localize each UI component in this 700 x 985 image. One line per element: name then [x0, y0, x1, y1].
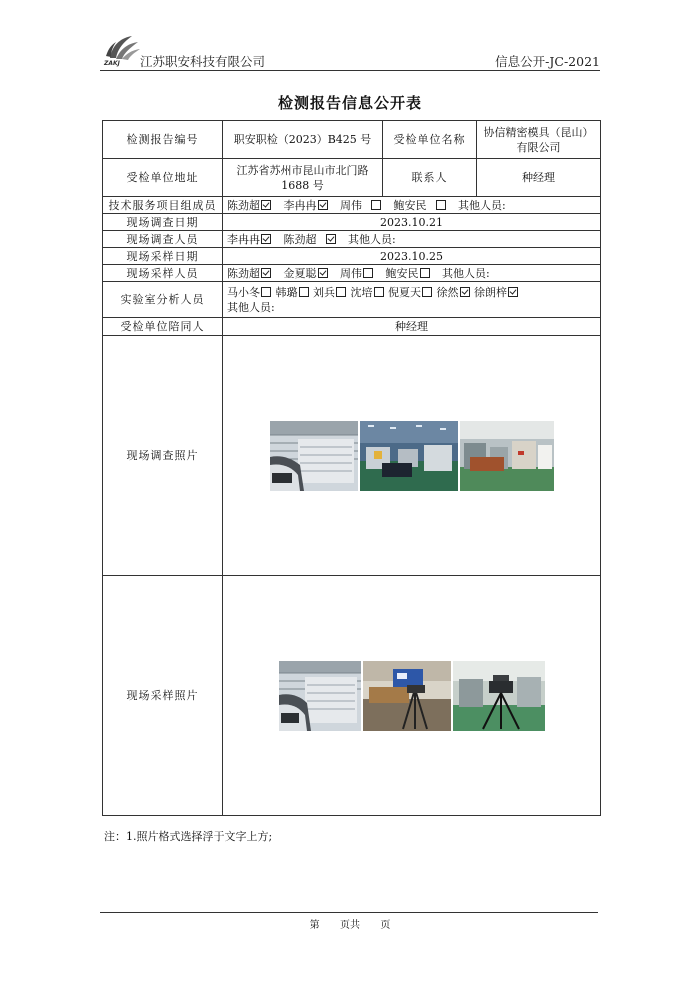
lab-other: 其他人员:: [227, 300, 275, 314]
sample-member: 鲍安民: [385, 266, 419, 280]
survey-photo-2: [360, 421, 458, 491]
checkbox-icon: [371, 200, 381, 210]
survey-photos: [227, 421, 596, 491]
checkbox-icon: [261, 234, 271, 244]
survey-photo-label: 现场调查照片: [103, 336, 223, 576]
checkbox-icon: [336, 287, 346, 297]
address-line-2: 1688 号: [281, 178, 324, 192]
table-row: [103, 121, 601, 159]
checkbox-icon: [318, 200, 328, 210]
checkbox-icon: [261, 200, 271, 210]
header-divider: [100, 70, 600, 71]
company-name: 江苏职安科技有限公司: [140, 54, 266, 69]
unit-name-line-1: 协信精密模具（昆山）: [483, 125, 594, 139]
address-value: [223, 159, 383, 197]
sample-date-value: 2023.10.25: [223, 248, 601, 265]
table-row: [103, 159, 601, 197]
checkbox-icon: [326, 234, 336, 244]
checkbox-icon: [299, 287, 309, 297]
checkbox-icon: [363, 268, 373, 278]
sample-photo-3: [453, 661, 545, 731]
team-other: 其他人员:: [458, 198, 506, 212]
survey-date-label: 现场调查日期: [103, 214, 223, 231]
escort-value: 种经理: [223, 318, 601, 336]
team-member: 李冉冉: [283, 198, 317, 212]
table-row: [103, 336, 601, 576]
team-member: 鲍安民: [393, 198, 427, 212]
table-row: [103, 231, 601, 248]
page-footer: [0, 916, 700, 931]
table-row: [103, 197, 601, 214]
survey-member: 李冉冉: [227, 232, 260, 246]
table-row: [103, 214, 601, 231]
escort-label: 受检单位陪同人: [103, 318, 223, 336]
survey-date-value: 2023.10.21: [223, 214, 601, 231]
table-row: [103, 265, 601, 282]
sample-photo-1: [279, 661, 361, 731]
sample-photos: [227, 661, 596, 731]
sample-date-label: 现场采样日期: [103, 248, 223, 265]
sample-staff-value: [223, 265, 601, 282]
table-row: [103, 318, 601, 336]
checkbox-icon: [508, 287, 518, 297]
logo-text: ZAKJ: [104, 60, 120, 67]
sample-photo-label: 现场采样照片: [103, 576, 223, 816]
survey-photo-3: [460, 421, 554, 491]
survey-staff-label: 现场调查人员: [103, 231, 223, 248]
footer-page-label: 第: [309, 920, 320, 931]
footnote: 注：1.照片格式选择浮于文字上方;: [104, 830, 273, 843]
lab-member: 沈培: [350, 285, 373, 299]
footer-page-end: 页: [380, 920, 391, 931]
lab-member: 徐然: [436, 285, 459, 299]
sample-member: 陈劲超: [227, 266, 260, 280]
checkbox-icon: [460, 287, 470, 297]
team-member: 周伟: [340, 198, 362, 212]
sample-other: 其他人员:: [442, 266, 490, 280]
survey-other: 其他人员:: [348, 232, 396, 246]
checkbox-icon: [422, 287, 432, 297]
checkbox-icon: [420, 268, 430, 278]
checkbox-icon: [374, 287, 384, 297]
document-number: 信息公开-JC-2021: [495, 54, 600, 69]
info-table: [102, 120, 601, 816]
sample-staff-label: 现场采样人员: [103, 265, 223, 282]
sample-member: 周伟: [340, 266, 362, 280]
unit-name-label: 受检单位名称: [383, 121, 477, 159]
footer-page-mid: 页共: [340, 920, 360, 931]
sample-photo-2: [363, 661, 451, 731]
sample-member: 金夏聪: [283, 266, 317, 280]
survey-photo-1: [270, 421, 358, 491]
team-member: 陈劲超: [227, 198, 260, 212]
lab-member: 倪夏天: [388, 285, 421, 299]
lab-member: 马小冬: [227, 285, 260, 299]
table-row: [103, 576, 601, 816]
footer-divider: [100, 912, 598, 913]
table-row: [103, 282, 601, 318]
checkbox-icon: [318, 268, 328, 278]
checkbox-icon: [436, 200, 446, 210]
team-label: 技术服务项目组成员: [103, 197, 223, 214]
table-row: [103, 248, 601, 265]
sample-photo-cell: [223, 576, 601, 816]
checkbox-icon: [261, 268, 271, 278]
survey-photo-cell: [223, 336, 601, 576]
address-line-1: 江苏省苏州市昆山市北门路: [236, 163, 369, 177]
contact-value: 种经理: [477, 159, 601, 197]
lab-member: 徐朗梓: [474, 285, 507, 299]
lab-member: 韩璐: [275, 285, 298, 299]
report-no-value: 职安职检（2023）B425 号: [223, 121, 383, 159]
unit-name-value: [477, 121, 601, 159]
survey-staff-value: [223, 231, 601, 248]
lab-label: 实验室分析人员: [103, 282, 223, 318]
lab-staff-value: [223, 282, 601, 318]
report-no-label: 检测报告编号: [103, 121, 223, 159]
page-header: [100, 32, 600, 72]
survey-member: 陈劲超: [283, 232, 317, 246]
page-title: 检测报告信息公开表: [277, 94, 422, 112]
address-label: 受检单位地址: [103, 159, 223, 197]
lab-member: 刘兵: [313, 285, 335, 299]
contact-label: 联系人: [383, 159, 477, 197]
unit-name-line-2: 有限公司: [516, 140, 561, 154]
checkbox-icon: [261, 287, 271, 297]
team-value: [223, 197, 601, 214]
